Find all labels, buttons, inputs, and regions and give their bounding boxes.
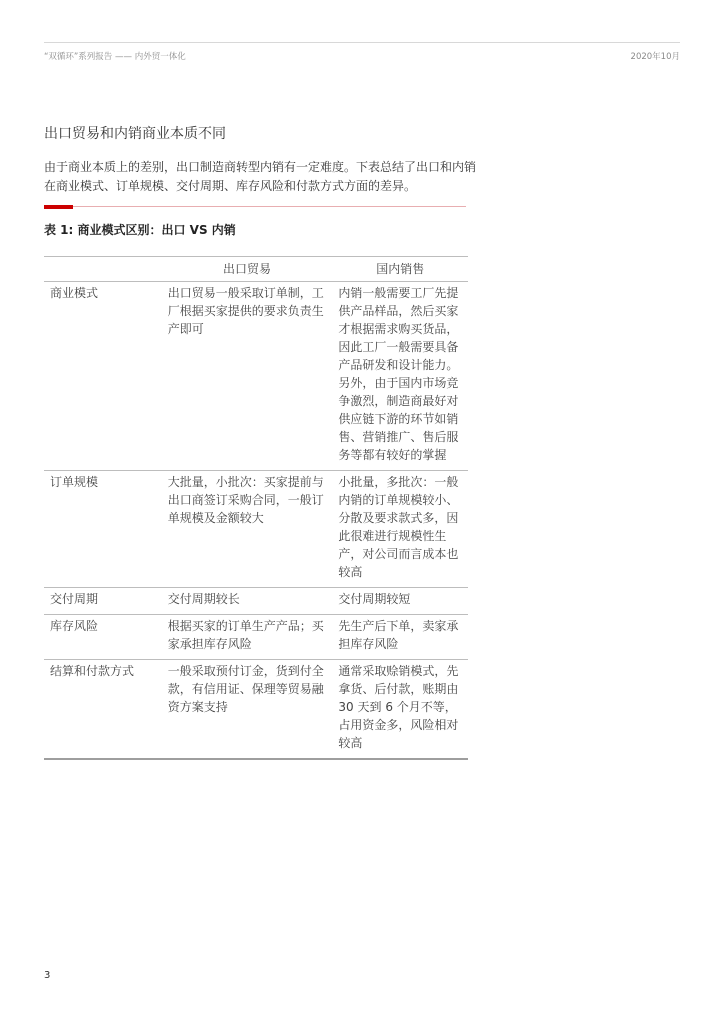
export-cell: 大批量，小批次：买家提前与出口商签订采购合同，一般订单规模及金额较大 [162,471,333,588]
header-empty [44,257,162,282]
table-row [44,282,468,471]
row-label: 商业模式 [44,282,162,471]
domestic-cell: 小批量，多批次：一般内销的订单规模较小、分散及要求款式多，因此很难进行规模性生产，对公司而言成本也较高 [332,471,468,588]
section-title: 出口贸易和内销商业本质不同 [44,126,226,142]
table-row [44,588,468,615]
page-number: 3 [44,970,51,981]
report-date: 2020年10月 [630,52,680,62]
header-export: 出口贸易 [162,257,333,282]
export-cell: 一般采取预付订金，货到付全款，有信用证、保理等贸易融资方案支持 [162,660,333,760]
caption-divider [44,206,466,207]
domestic-cell: 通常采取赊销模式，先拿货、后付款，账期由 30 天到 6 个月不等，占用资金多，风险相对较高 [332,660,468,760]
table-header-row [44,257,468,282]
intro-paragraph: 由于商业本质上的差别，出口制造商转型内销有一定难度。下表总结了出口和内销在商业模式、订单规模、交付周期、库存风险和付款方式方面的差异。 [44,160,477,193]
row-label: 结算和付款方式 [44,660,162,760]
table-caption: 表 1: 商业模式区别：出口 VS 内销 [44,223,236,237]
domestic-cell: 交付周期较短 [332,588,468,615]
page-header [44,42,680,65]
comparison-table [44,256,468,760]
domestic-cell: 先生产后下单，卖家承担库存风险 [332,615,468,660]
row-label: 库存风险 [44,615,162,660]
table-row [44,471,468,588]
domestic-cell: 内销一般需要工厂先提供产品样品，然后买家才根据需求购买货品，因此工厂一般需要具备产品研发和设计能力。另外，由于国内市场竞争激烈，制造商最好对供应链下游的环节如销售、营销推广、售后服务等都有较好的掌握 [332,282,468,471]
caption-accent-bar [44,205,73,209]
header-domestic: 国内销售 [332,257,468,282]
export-cell: 根据买家的订单生产产品；买家承担库存风险 [162,615,333,660]
table-row [44,660,468,760]
row-label: 订单规模 [44,471,162,588]
export-cell: 交付周期较长 [162,588,333,615]
table-row [44,615,468,660]
report-series-title: “双循环”系列报告 —— 内外贸一体化 [44,52,186,62]
export-cell: 出口贸易一般采取订单制，工厂根据买家提供的要求负责生产即可 [162,282,333,471]
row-label: 交付周期 [44,588,162,615]
